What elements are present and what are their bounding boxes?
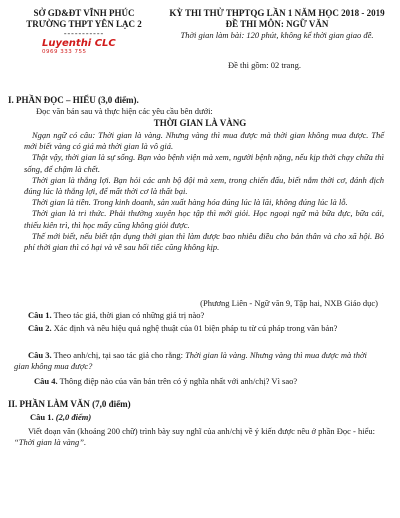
header-left [8,8,160,38]
question-label: Câu 1. [28,310,52,320]
question-text: Theo anh/chị, tại sao tác giả cho rằng: [53,350,183,360]
passage-paragraph: Thật vậy, thời gian là sự sống. Bạn vào bệnh viện mà xem, người bệnh nặng, nếu kịp thời chạy chữa thì sống, để chậm là chết. [24,152,384,174]
question-text: Xác định và nêu hiệu quả nghệ thuật của 01 biện pháp tu từ cú pháp trong văn bản? [53,323,338,333]
part2-question-1-header [30,412,386,423]
part1-heading: I. PHẦN ĐỌC – HIỂU (3,0 điểm). [8,95,139,105]
passage-paragraph: Thế mới biết, nếu biết tận dụng thời gian thì làm được bao nhiêu điều cho bản thân và cho xã hội. Bỏ phí thời gian thì có hại và về sau hối tiếc cũng không kịp. [24,230,384,253]
page-count: Đề thi gồm: 02 trang. [228,60,301,70]
question-label: Câu 2. [28,323,52,333]
brand-name: Luyenthi CLC [42,38,116,49]
school-name: TRƯỜNG THPT YÊN LẠC 2 [26,19,142,29]
exam-time-note: Thời gian làm bài: 120 phút, không kể thời gian giao đề. [180,30,374,40]
question-label: Câu 3. [28,350,52,360]
question-1 [28,310,384,321]
question-text: Theo tác giả, thời gian có những giá trị nào? [53,310,205,320]
brand-phone: 0969 333 755 [42,49,87,55]
question-3 [14,350,384,373]
header-right [160,8,394,41]
passage-paragraph: Thời gian là tiền. Trong kinh doanh, sản xuất hàng hóa đúng lúc là lãi, không đúng lúc là lỗ. [32,197,348,208]
question-label: Câu 4. [34,376,58,386]
exam-subject: ĐỀ THI MÔN: NGỮ VĂN [225,19,329,29]
part2-question-1-body [14,426,384,449]
department-name: SỞ GD&ĐT VĨNH PHÚC [33,8,135,18]
question-label: Câu 1. [30,412,54,422]
exam-title: KỲ THI THỬ THPTQG LẦN 1 NĂM HỌC 2018 - 2019 [169,8,385,18]
question-text: Viết đoạn văn (khoảng 200 chữ) trình bày suy nghĩ của anh/chị về ý kiến được nêu ở phần Đọc - hiểu: [28,426,375,436]
brand-logo [42,38,122,56]
part2-heading: II. PHẦN LÀM VĂN (7,0 điểm) [8,399,131,409]
passage-paragraph: Thời gian là thắng lợi. Bạn hỏi các anh bộ đội mà xem, trong chiến đấu, biết nắm thời cơ, đánh địch đúng lúc là thắng lợi, để mất thời cơ là thất bại. [24,174,384,197]
part1-instruction: Đọc văn bản sau và thực hiện các yêu cầu bên dưới: [36,106,213,116]
question-quote: Thời gian là vàng. Nhưng vàng thì mua được mà thời gian không mua được? [14,350,367,372]
passage-source: (Phương Liên - Ngữ văn 9, Tập hai, NXB Giáo dục) [200,298,378,308]
header-divider: ----------- [63,29,105,38]
question-quote: “Thời gian là vàng”. [14,437,87,448]
question-points: (2,0 điểm) [55,412,92,422]
question-text: Thông điệp nào của văn bản trên có ý nghĩa nhất với anh/chị? Vì sao? [59,376,298,386]
passage-paragraph: Ngạn ngữ có câu: Thời gian là vàng. Nhưng vàng thì mua được mà thời gian không mua được. Thế mới biết vàng có giá mà thời gian là vô giá. [24,130,384,152]
question-4 [34,376,390,387]
passage-body [24,130,384,253]
question-2 [14,323,384,334]
passage-paragraph: Thời gian là tri thức. Phải thường xuyên học tập thì mới giỏi. Học ngoại ngữ mà bữa đực, bữa cái, thiếu kiên trì, thì học mấy cũng không giỏi được. [24,208,384,230]
passage-title: THỜI GIAN LÀ VÀNG [153,118,247,128]
